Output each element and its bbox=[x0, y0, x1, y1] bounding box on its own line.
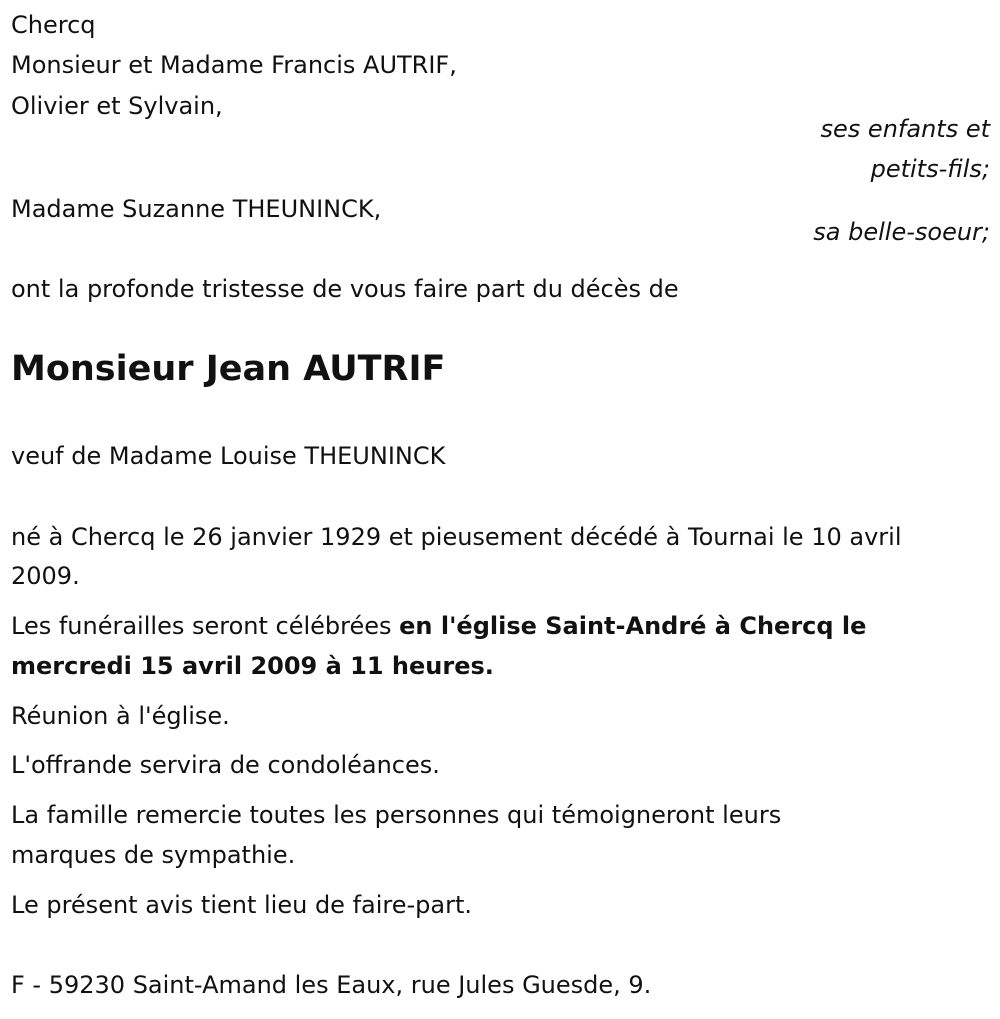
funeral-intro: Les funérailles seront célébrées bbox=[11, 612, 400, 640]
widow-of-line: veuf de Madame Louise THEUNINCK bbox=[11, 442, 446, 470]
place-line: Chercq bbox=[11, 11, 96, 39]
family-line-3: Madame Suzanne THEUNINCK, bbox=[11, 195, 382, 223]
notice-line: Le présent avis tient lieu de faire-part. bbox=[11, 891, 473, 919]
intro-text: ont la profonde tristesse de vous faire part du décès de bbox=[11, 275, 679, 303]
relation-sister-in-law: sa belle-soeur; bbox=[813, 218, 990, 246]
meeting-note: Réunion à l'église. bbox=[11, 702, 230, 730]
thanks-line-2: marques de sympathie. bbox=[11, 841, 296, 869]
funeral-line-1 bbox=[11, 606, 866, 646]
birth-death-line-2: 2009. bbox=[11, 562, 80, 590]
funeral-datetime: mercredi 15 avril 2009 à 11 heures. bbox=[11, 652, 494, 680]
family-line-2: Olivier et Sylvain, bbox=[11, 92, 223, 120]
relation-children: ses enfants et bbox=[820, 115, 990, 143]
thanks-line-1: La famille remercie toutes les personnes qui témoigneront leurs bbox=[11, 801, 782, 829]
offering-note: L'offrande servira de condoléances. bbox=[11, 751, 440, 779]
birth-death-line-1: né à Chercq le 26 janvier 1929 et pieusement décédé à Tournai le 10 avril bbox=[11, 523, 902, 551]
relation-grandchildren: petits-fils; bbox=[870, 155, 990, 183]
funeral-location: en l'église Saint-André à Chercq le bbox=[399, 612, 867, 640]
family-line-1: Monsieur et Madame Francis AUTRIF, bbox=[11, 51, 457, 79]
deceased-name: Monsieur Jean AUTRIF bbox=[11, 349, 446, 389]
address-line: F - 59230 Saint-Amand les Eaux, rue Jules Guesde, 9. bbox=[11, 971, 652, 999]
funeral-line-2 bbox=[11, 646, 494, 686]
